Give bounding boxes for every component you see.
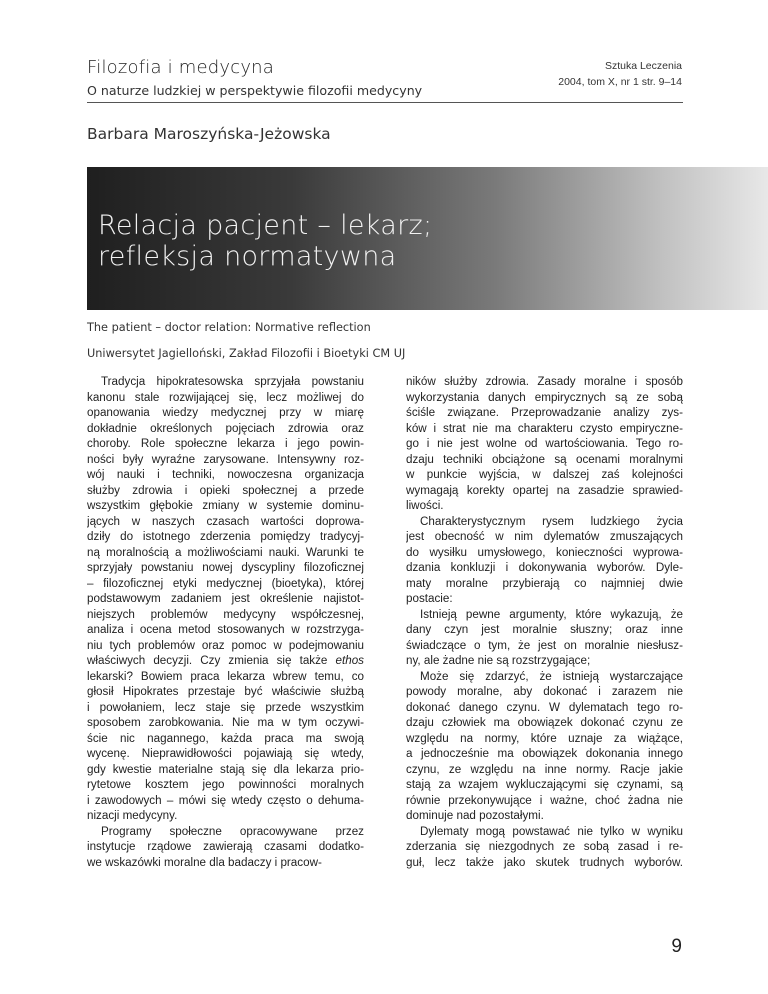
body-line: wój nauki i techniki, nowoczesna organizacja	[87, 468, 364, 481]
body-line: czynu, ze względu na inne normy. Racje jakie	[406, 762, 683, 776]
body-line: dokonać danego czynu. W dylematach tego ro-	[406, 700, 683, 714]
body-line: niejszych problemów medycyny współczesnej,	[87, 607, 364, 621]
article-title-line-1: Relacja pacjent – lekarz;	[98, 210, 433, 241]
body-line: analiza i ocena metod stosowanych w rozstrzyga-	[87, 623, 364, 636]
body-line: sprzyjały powstaniu nowej dyscypliny filozoficznej	[87, 561, 364, 574]
body-line: zderzania się niezgodnych ze sobą zasad i re-	[406, 840, 683, 853]
body-line: ściśle związane. Przeprowadzanie analizy zys-	[406, 406, 683, 419]
body-line: sposobem zarobkowania. Nie ma w tym oczywi-	[87, 716, 364, 729]
body-line: instytucje rządowe zawierają czasami dodatko-	[87, 840, 364, 853]
body-line: lekarski? Bowiem praca lekarza wbrew temu, co	[87, 669, 364, 683]
body-column-left	[87, 374, 364, 870]
body-line: dzaju człowiek ma obowiązek dokonać czynu ze	[406, 716, 683, 729]
body-line: nizacji medycyny.	[87, 809, 178, 822]
body-line: dzaju techniki obciążone są ocenami moralnymi	[406, 452, 683, 466]
body-line: go i nie jest wolne od wartościowania. Tego ro-	[406, 437, 683, 450]
body-line: jących w naszych czasach wartości doprowa-	[87, 514, 364, 528]
body-line: wymagają korekty opartej na zasadzie sprawied-	[406, 483, 683, 497]
body-line: służby zdrowia i opieki społecznej a przede	[87, 483, 364, 497]
body-line: Charakterystycznym rysem ludzkiego życia	[420, 514, 683, 528]
body-line: dziły do istotnego zderzenia pomiędzy tradycyj-	[87, 530, 364, 543]
body-column-right	[406, 374, 683, 870]
author: Barbara Maroszyńska-Jeżowska	[87, 125, 331, 143]
body-line: postacie:	[406, 592, 453, 605]
body-line: podstawowym zadaniem jest określenie najistot-	[87, 592, 364, 605]
body-line: względu na normy, które uznaje za wiążące,	[406, 731, 683, 745]
journal-name: Sztuka Leczenia	[604, 60, 682, 72]
body-line: niu tych problemów oraz pomoc w podejmowaniu	[87, 638, 364, 652]
body-line: i powołaniem, lecz staje się przede wszystkim	[87, 700, 364, 714]
body-line: liwości.	[406, 499, 444, 512]
page-number: 9	[671, 936, 682, 957]
body-line: Dylematy mogą powstawać nie tylko w wyniku	[420, 824, 683, 838]
body-line: gdy kwestie materialne stają się dla lekarza prio-	[87, 762, 364, 776]
english-title: The patient – doctor relation: Normative reflection	[87, 321, 371, 334]
body-line: ną moralnością a możliwościami nauki. Warunki te	[87, 545, 364, 559]
body-line: ników służby zdrowia. Zasady moralne i sposób	[406, 375, 683, 388]
body-line: głosił Hipokrates przestaje być właściwie służbą	[87, 685, 364, 698]
body-line: powody moralne, aby dokonać i zarazem nie	[406, 685, 683, 698]
body-line: a jednocześnie ma obowiązek dokonania innego	[406, 747, 683, 760]
body-line: Tradycja hipokratesowska sprzyjała powstaniu	[101, 375, 364, 388]
body-line: jest obecność w nim dylematów zmuszających	[406, 530, 683, 543]
body-line: rytetowe kosztem jego powinności moralnych	[87, 778, 364, 791]
body-line: dominuje nad pozostałymi.	[406, 809, 544, 822]
body-line: do wysiłku umysłowego, konieczności wyprowa-	[406, 545, 683, 559]
body-line: we wskazówki moralne dla badaczy i pracow-	[87, 855, 322, 869]
body-line: Może się zdarzyć, że istnieją wystarczające	[420, 669, 683, 683]
body-line: guł, lecz także jako skutek trudnych wyborów.	[406, 855, 683, 869]
body-line: świadczące o tym, że jest on moralnie niesłusz-	[406, 638, 683, 652]
body-line: dzania konkluzji i dokonywania wyborów. Dyle-	[406, 561, 683, 574]
body-line: opanowania wiedzy medycznej przy w miarę	[87, 406, 364, 419]
body-line: wykorzystania danych empirycznych są ze sobą	[406, 390, 683, 404]
body-line: stają za wzajem wykluczającymi się czynami, są	[406, 778, 683, 791]
body-line: wycenę. Nieprawidłowości pojawiają się wtedy,	[87, 747, 364, 760]
body-line: wszystkim głębokie zmiany w systemie dominu-	[87, 499, 364, 512]
body-line: choroby. Role społeczne lekarza i jego powin-	[87, 437, 364, 450]
body-line: dokładnie określonych pojęciach zdrowia oraz	[87, 421, 364, 435]
body-line: ków i strat nie ma charakteru czysto empiryczne-	[406, 421, 683, 435]
journal-subtitle: O naturze ludzkiej w perspektywie filozofii medycyny	[87, 83, 423, 98]
journal-issue: 2004, tom X, nr 1 str. 9–14	[558, 76, 682, 88]
ethos-word: ethos	[335, 654, 364, 667]
body-line: ście nic nagannego, każda praca ma swoją	[87, 731, 364, 745]
body-line: i zawodowych – mówi się wtedy często o dehuma-	[87, 793, 364, 807]
affiliation: Uniwersytet Jagielloński, Zakład Filozofii i Bioetyki CM UJ	[87, 347, 406, 360]
body-line: równie przekonywujące i ważne, choć żadna nie	[406, 793, 683, 807]
body-line: ności były wyraźne zarysowane. Intensywny roz-	[87, 452, 364, 466]
body-line: maty moralne przybierają co najmniej dwie	[406, 576, 683, 590]
body-line: – filozoficznej etyki medycznej (bioetyka), której	[87, 576, 364, 590]
body-line: Programy społeczne opracowywane przez	[101, 824, 364, 838]
article-title-line-2: refleksja normatywna	[98, 241, 397, 272]
body-line: w punkcie wyjścia, w dalszej zaś kolejności	[406, 468, 683, 481]
journal-title: Filozofia i medycyna	[87, 57, 275, 78]
body-line: ny, ale żadne nie są rozstrzygające;	[406, 654, 591, 667]
header-rule	[87, 102, 683, 103]
body-line: Istnieją pewne argumenty, które wykazują, że	[420, 607, 683, 621]
body-line: kanonu stale rozwijającej się, lecz możliwej do	[87, 390, 364, 404]
body-line: dany czyn jest moralnie słuszny; oraz inne	[406, 623, 683, 636]
body-line: właściwych decyzji. Czy zmienia się także ethos	[87, 654, 364, 667]
